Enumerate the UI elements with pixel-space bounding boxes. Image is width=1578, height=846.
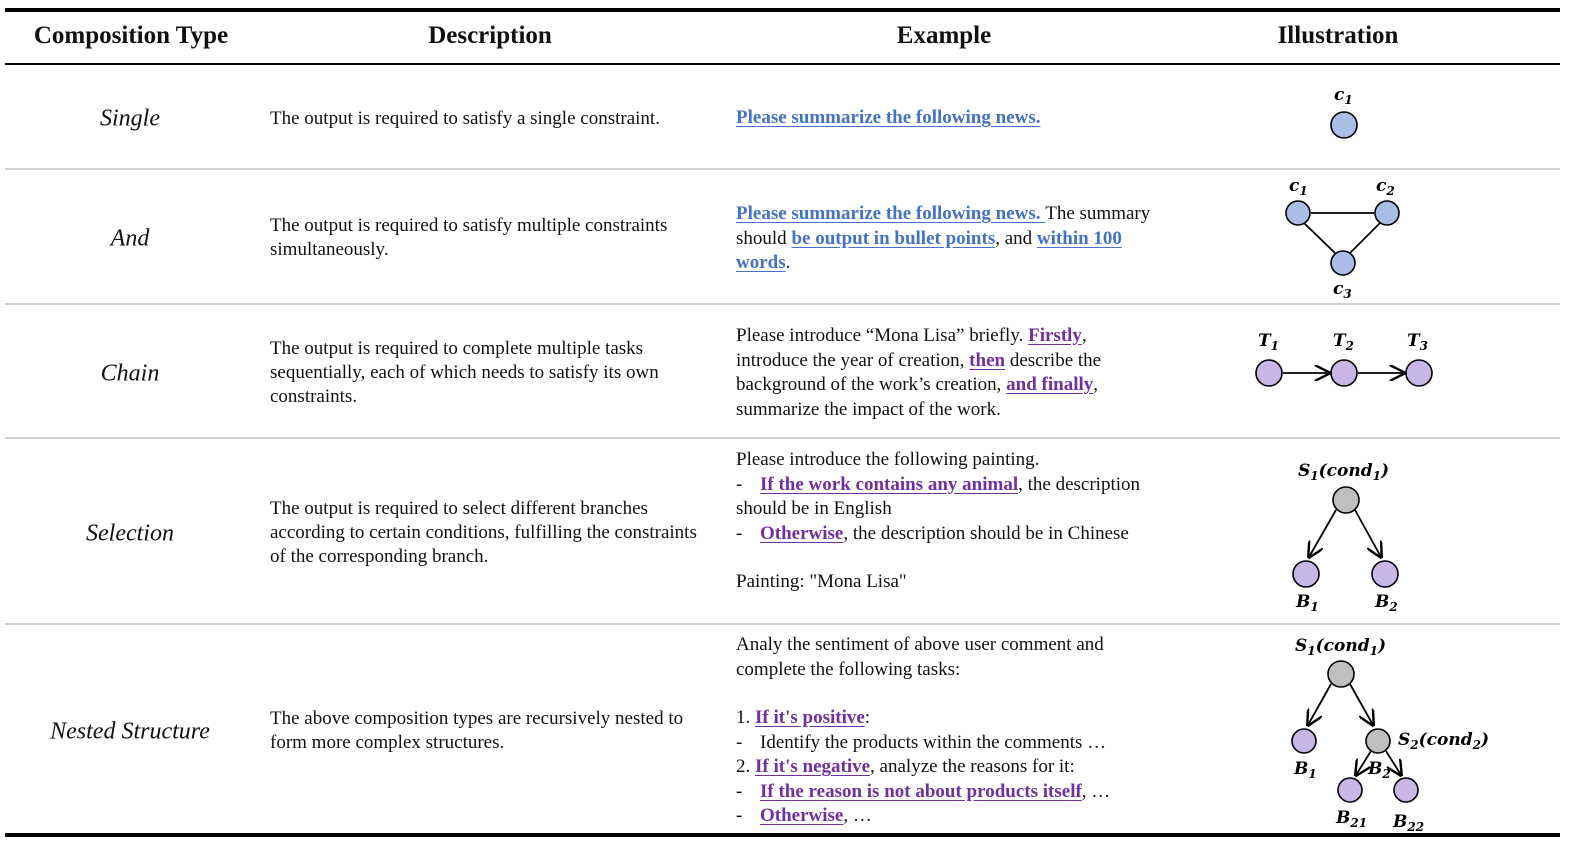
node-label: $S_2(cond_2)$ [1398,730,1490,752]
node-label: $B_1$ [1294,759,1317,781]
example-text: , the description should be in Chinese [843,522,1129,544]
example-text: , … [843,805,872,826]
bullet-dash: - [736,522,743,544]
header-composition-type: Composition Type [33,22,229,49]
header-description: Description [428,22,552,49]
example-text: . [785,252,791,273]
constraint-node [1331,112,1357,138]
example-text: , summarize the impact of the work. [736,374,1099,420]
branch-node [1293,561,1319,587]
task-number: 1. [736,707,755,728]
edge [1349,223,1380,254]
edge [1304,223,1336,254]
header-example: Example [896,22,992,49]
node-label: $c_3$ [1333,279,1352,301]
node-label: $c_1$ [1334,85,1353,107]
branch-node [1292,729,1316,753]
branch-node [1338,778,1362,802]
description-nested-structure: The above composition types are recursively nested to form more complex structures. [270,708,684,753]
description-and: The output is required to satisfy multiple constraints simultaneously. [270,215,668,260]
example-painting: Painting: "Mona Lisa" [736,571,907,592]
condition-keyword: Otherwise [760,805,844,826]
node-label: $B_{22}$ [1393,812,1425,834]
and-illustration [1286,176,1399,301]
example-intro: Analy the sentiment of above user comment and complete the following tasks: [736,634,1104,680]
task-node [1406,360,1432,386]
constraint-node [1375,201,1399,225]
condition-keyword: Otherwise [760,522,844,544]
example-text: : [864,707,871,728]
nested-illustration [1292,636,1489,834]
arrow [1308,684,1331,725]
example-text: The summary should [736,203,1151,249]
node-label: $c_2$ [1376,176,1395,198]
node-label: $T_1$ [1258,331,1280,353]
node-label: $T_3$ [1407,331,1429,353]
condition-keyword: If it's positive [755,707,865,728]
chain-illustration [1256,331,1432,386]
type-selection: Selection [86,520,174,547]
task-node [1256,360,1282,386]
arrow [1355,510,1381,557]
type-chain: Chain [100,360,160,387]
chain-keyword: then [969,349,1006,371]
node-label: $B_2$ [1368,759,1391,781]
constraint-node [1286,201,1310,225]
example-text: , the description should be in English [736,473,1140,519]
bullet-dash: - [736,473,743,495]
node-label: $S_1(cond_1)$ [1298,461,1390,483]
single-illustration [1331,85,1357,138]
selection-illustration [1293,461,1398,614]
bullet-dash: - [736,805,743,826]
node-label: $T_2$ [1333,331,1355,353]
arrow [1350,684,1373,725]
node-label: $c_1$ [1289,176,1308,198]
description-selection: The output is required to select different branches according to certain conditions, fulfilling the constraints of the corresponding branch. [270,498,697,567]
type-single: Single [100,105,160,132]
constraint-text: Please summarize the following news. [736,107,1041,128]
bullet-dash: - [736,731,743,753]
example-intro: Please introduce the following painting. [736,449,1040,470]
node-label: $B_{21}$ [1336,808,1368,830]
task-node [1331,360,1357,386]
example-text: Please introduce “Mona Lisa” briefly. [736,325,1029,346]
description-chain: The output is required to complete multiple tasks sequentially, each of which needs to satisfy its own constraints. [270,338,659,407]
type-and: And [110,225,150,252]
arrow [1309,510,1336,557]
selection-node [1366,729,1390,753]
selection-node [1328,661,1354,687]
example-text: , and [995,227,1037,249]
node-label: $B_2$ [1375,592,1398,614]
condition-keyword: If the reason is not about products itself [760,780,1082,802]
branch-node [1394,778,1418,802]
constraint-node [1331,251,1355,275]
example-text: , analyze the reasons for it: [870,756,1075,777]
condition-keyword: If it's negative [755,756,871,777]
node-label: $B_1$ [1296,592,1319,614]
branch-node [1372,561,1398,587]
header-illustration: Illustration [1277,22,1399,49]
constraint-text: be output in bullet points [791,227,996,249]
task-number: 2. [736,756,755,777]
chain-keyword: Firstly [1028,325,1082,346]
node-label: $S_1(cond_1)$ [1295,636,1387,658]
selection-node [1333,487,1359,513]
example-text: Identify the products within the comments … [760,731,1107,753]
description-single: The output is required to satisfy a single constraint. [270,108,660,129]
chain-keyword: and finally [1006,374,1094,395]
example-text: describe the background of the work’s creation, [736,349,1102,395]
bullet-dash: - [736,780,743,802]
type-nested-structure: Nested Structure [50,718,210,745]
example-text: , … [1081,780,1111,802]
constraint-text: within 100 words [736,227,1122,273]
example-text: , introduce the year of creation, [736,325,1087,371]
condition-keyword: If the work contains any animal [760,473,1019,495]
constraint-text: Please summarize the following news. [736,203,1046,224]
